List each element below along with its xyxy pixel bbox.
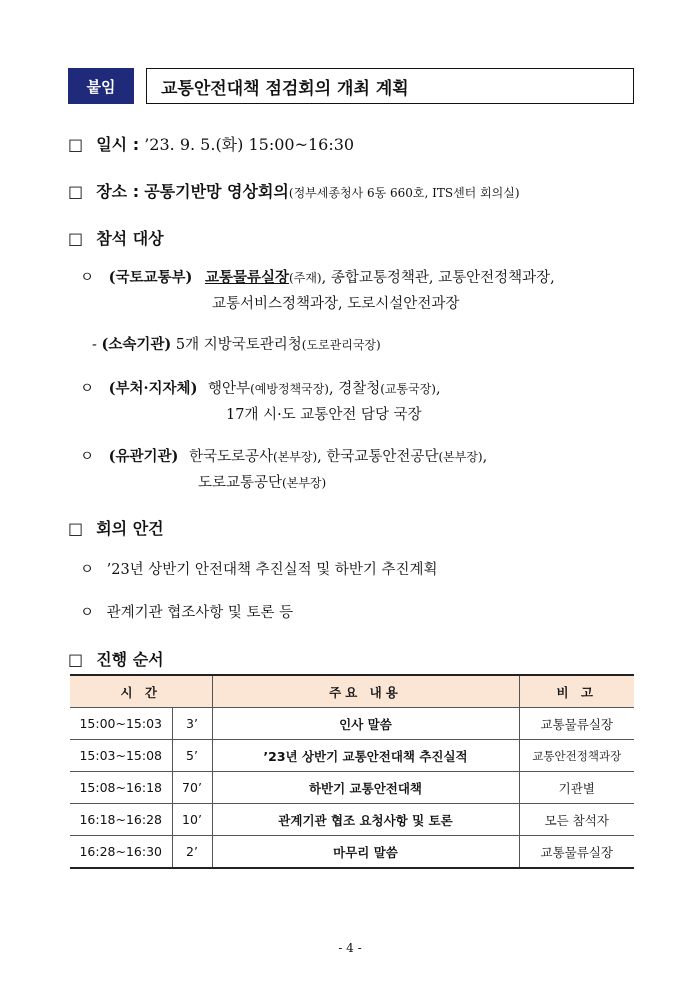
bullet: ㅇ (80, 605, 95, 621)
place-note: (정부세종청사 6동 660호, ITS센터 회의실) (288, 186, 520, 200)
checkbox-marker: □ (68, 229, 84, 248)
bullet: ㅇ (80, 270, 95, 286)
time-cell: 16:18~16:28 (70, 804, 172, 836)
header-content: 주요 내용 (212, 675, 519, 708)
place-value: 공통기반망 영상회의 (144, 182, 289, 201)
note-cell: 교통안전정책과장 (519, 740, 634, 772)
time-cell: 15:00~15:03 (70, 708, 172, 740)
checkbox-marker: □ (68, 135, 84, 154)
attendee-molit-line2: 교통서비스정책과장, 도로시설안전과장 (212, 296, 460, 312)
duration-cell: 70’ (172, 772, 212, 804)
group-ministries: (부처·지자체) (108, 380, 198, 397)
attendee-ministries-line2: 17개 시·도 교통안전 담당 국장 (226, 407, 422, 423)
lead-note: (주재) (289, 271, 322, 285)
note-cell: 교통물류실장 (519, 836, 634, 869)
duration-cell: 2’ (172, 836, 212, 869)
page-number: - 4 - (338, 941, 362, 955)
document-title: 교통안전대책 점검회의 개최 계획 (146, 68, 634, 104)
ministries-n1: (예방정책국장) (250, 382, 329, 396)
duration-cell: 10’ (172, 804, 212, 836)
attendees-label: 참석 대상 (96, 229, 164, 248)
table-row (70, 740, 634, 772)
molit-rest: , 종합교통정책관, 교통안전정책과장, (321, 270, 555, 286)
section-schedule (68, 647, 164, 670)
agenda-item (80, 601, 293, 622)
agency-note: (도로관리국장) (301, 338, 381, 352)
time-cell: 15:08~16:18 (70, 772, 172, 804)
content-cell: 마무리 말씀 (212, 836, 519, 869)
checkbox-marker: □ (68, 519, 84, 538)
group-molit: (국토교통부) (108, 269, 193, 286)
attendee-agency (92, 333, 381, 354)
public-t1: 한국도로공사 (188, 449, 274, 465)
attachment-badge: 붙임 (68, 68, 134, 104)
table-row (70, 708, 634, 740)
bullet: ㅇ (80, 381, 95, 397)
public-n2: (본부장) (438, 450, 483, 464)
ministries-n2: (교통국장) (380, 382, 436, 396)
ministries-t2: , 경찰청 (329, 381, 381, 397)
agenda-item (80, 558, 437, 579)
agenda-label: 회의 안건 (96, 519, 164, 538)
ministries-t1: 행안부 (208, 381, 251, 397)
header-note: 비 고 (519, 675, 634, 708)
lead-attendee: 교통물류실장 (205, 269, 290, 286)
note-cell: 교통물류실장 (519, 708, 634, 740)
group-agency: (소속기관) (101, 336, 172, 353)
dash-bullet: - (92, 337, 97, 353)
agenda-text: ’23년 상반기 안전대책 추진실적 및 하반기 추진계획 (106, 562, 438, 578)
note-cell: 기관별 (519, 772, 634, 804)
public-line2: 도로교통공단 (198, 475, 283, 491)
time-cell: 15:03~15:08 (70, 740, 172, 772)
schedule-table (70, 674, 634, 869)
content-cell: 관계기관 협조 요청사항 및 토론 (212, 804, 519, 836)
title-row (68, 68, 634, 104)
bullet: ㅇ (80, 449, 95, 465)
header-time: 시 간 (70, 675, 212, 708)
agency-text: 5개 지방국토관리청 (175, 337, 302, 353)
place-label: 장소 : (96, 182, 140, 201)
duration-cell: 3’ (172, 708, 212, 740)
table-header-row (70, 675, 634, 708)
bullet: ㅇ (80, 562, 95, 578)
datetime-value: ’23. 9. 5.(화) 15:00~16:30 (144, 135, 355, 154)
section-datetime (68, 132, 354, 155)
group-public: (유관기관) (108, 448, 179, 465)
checkbox-marker: □ (68, 650, 84, 669)
agenda-text: 관계기관 협조사항 및 토론 등 (106, 605, 294, 621)
schedule-label: 진행 순서 (96, 650, 164, 669)
time-cell: 16:28~16:30 (70, 836, 172, 869)
public-t2: , 한국교통안전공단 (317, 449, 439, 465)
attendee-public (80, 445, 487, 466)
content-cell: 하반기 교통안전대책 (212, 772, 519, 804)
public-line2-note: (본부장) (282, 476, 327, 490)
duration-cell: 5’ (172, 740, 212, 772)
ministries-t3: , (435, 381, 441, 397)
public-t3: , (482, 449, 488, 465)
checkbox-marker: □ (68, 182, 84, 201)
attendee-public-line2 (198, 471, 326, 492)
table-row (70, 772, 634, 804)
datetime-label: 일시 : (96, 135, 140, 154)
attendee-molit (80, 266, 555, 287)
table-row (70, 804, 634, 836)
content-cell: 인사 말씀 (212, 708, 519, 740)
section-place (68, 179, 520, 202)
public-n1: (본부장) (273, 450, 318, 464)
section-agenda (68, 516, 164, 539)
note-cell: 모든 참석자 (519, 804, 634, 836)
attendee-ministries (80, 377, 441, 398)
table-row (70, 836, 634, 869)
content-cell: ’23년 상반기 교통안전대책 추진실적 (212, 740, 519, 772)
section-attendees (68, 226, 164, 249)
